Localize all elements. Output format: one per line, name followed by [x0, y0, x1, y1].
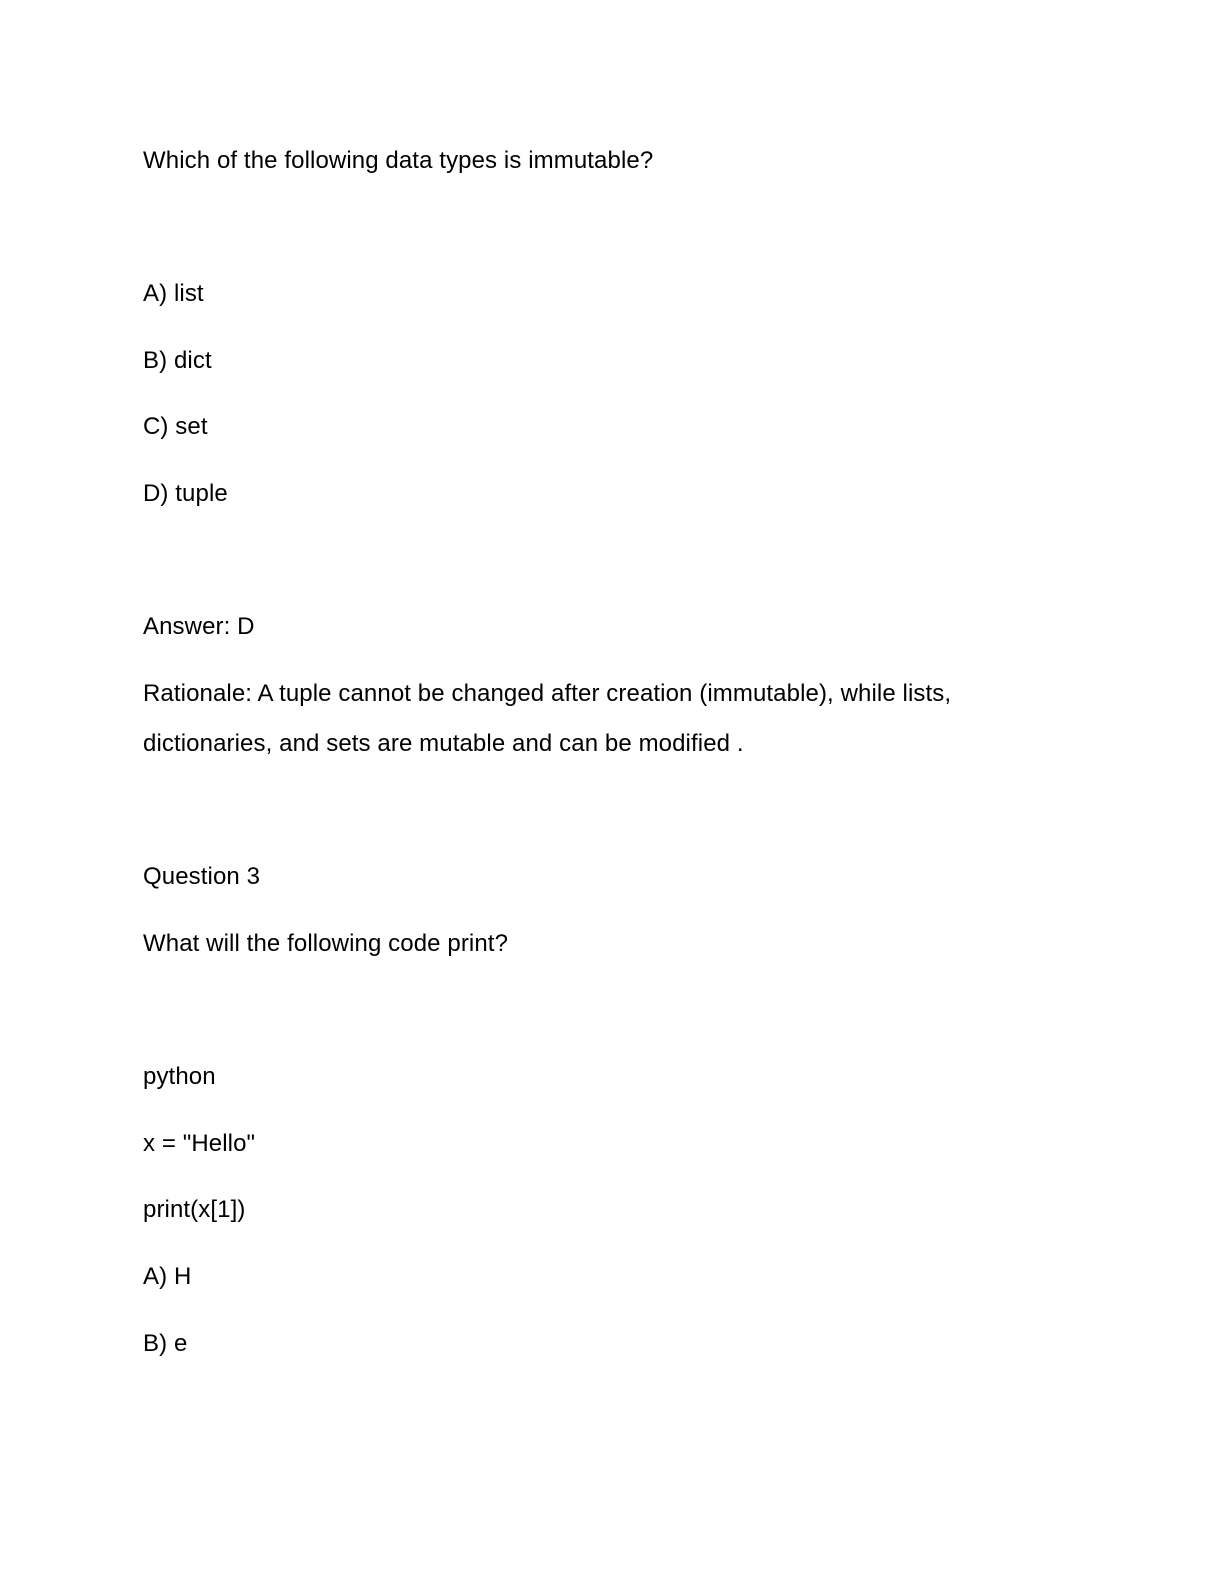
code-line-1: x = "Hello" — [143, 1130, 256, 1157]
option-b: B) e — [143, 1330, 188, 1357]
answer-line: Answer: D — [143, 613, 255, 640]
option-d: D) tuple — [143, 480, 228, 507]
question-text: What will the following code print? — [143, 930, 509, 957]
code-language-label: python — [143, 1063, 216, 1090]
option-c: C) set — [143, 413, 208, 440]
option-b: B) dict — [143, 347, 212, 374]
code-line-2: print(x[1]) — [143, 1196, 246, 1223]
question-text: Which of the following data types is immutable? — [143, 147, 654, 174]
rationale-line-1: Rationale: A tuple cannot be changed after creation (immutable), while lists, — [143, 680, 952, 707]
option-a: A) H — [143, 1263, 192, 1290]
option-a: A) list — [143, 280, 204, 307]
question-heading: Question 3 — [143, 863, 261, 890]
rationale-line-2: dictionaries, and sets are mutable and can be modified . — [143, 730, 744, 757]
